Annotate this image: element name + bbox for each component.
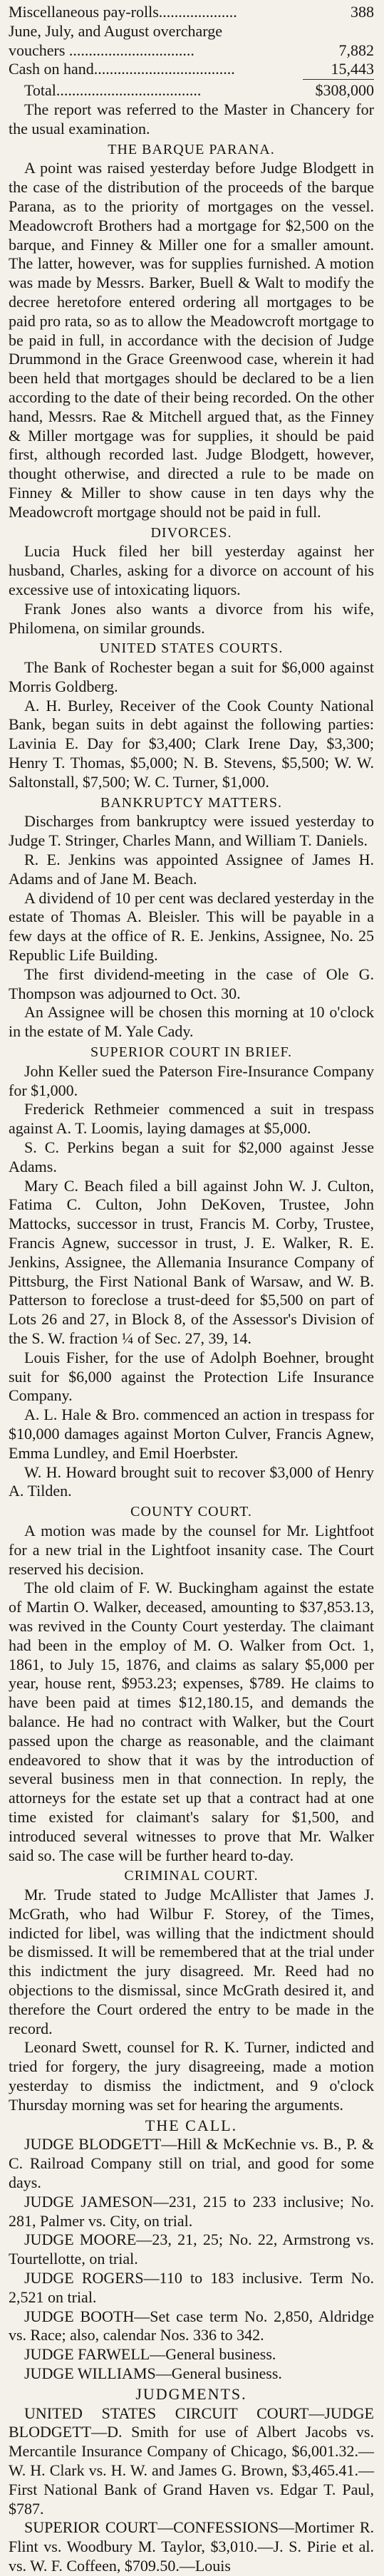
article-paragraph: The Bank of Rochester began a suit for $6,000 against Morris Goldberg. — [9, 658, 374, 695]
section-heading: DIVORCES. — [150, 524, 232, 541]
call-heading: THE CALL. — [145, 2116, 238, 2134]
financial-line-label: Cash on hand.................................... — [9, 60, 235, 78]
section-heading: BANKRUPTCY MATTERS. — [100, 794, 282, 811]
judgments-list — [9, 2404, 374, 2576]
financial-line-amount: 15,443 — [331, 60, 374, 78]
financial-line — [9, 41, 374, 61]
article-paragraph: A. H. Burley, Receiver of the Cook County National Bank, began suits in debt against the following parties: Lavinia E. Day for $3,400; Clark Irene Day, $3,300; Henry T. Thomas, $5,000; N. B. Stevens, $5,500; W. W. Saltonstall, $7,500; W. C. Turner, $1,000. — [9, 696, 374, 791]
article-section — [9, 1866, 374, 2114]
article-paragraph: Frank Jones also wants a divorce from his wife, Philomena, on similar grounds. — [9, 599, 374, 637]
financial-summary — [9, 3, 374, 100]
financial-line — [9, 22, 374, 41]
call-entry: JUDGE WILLIAMS—General business. — [24, 2364, 282, 2383]
article-paragraph: Frederick Rethmeier commenced a suit in trespass against A. T. Loomis, laying damages at $5,000. — [9, 1100, 374, 1138]
article-paragraph: Louis Fisher, for the use of Adolph Boehner, brought suit for $6,000 against the Protection Life Insurance Company. — [9, 1348, 374, 1405]
article-paragraph: The old claim of F. W. Buckingham against the estate of Martin O. Walker, deceased, amounting to $37,853.13, was revived in the County Court yesterday. The claimant had been in the employ of M. O. Walker from Oct. 1, 1861, to July 15, 1876, and claims as salary $5,000 per year, house rent, $953.23; expenses, $789. He claims to have been paid at times $12,180.15, and demands the balance. He had no contract with Walker, but the Court passed upon the charge as reasonable, and the claimant endeavored to show that it was by the introduction of several business men in that connection. In reply, the attorneys for the estate set up that a contract had at one time existed for claimant's salary for $1,500, and introduced several witnesses to prove that Mr. Walker said so. The case will be further heard to-day. — [9, 1579, 374, 1864]
article-section — [9, 1502, 374, 1865]
article-section — [9, 140, 374, 522]
article-sections — [9, 140, 374, 2115]
article-paragraph: Mr. Trude stated to Judge McAllister that James J. McGrath, who had Wilbur F. Storey, of the Times, indicted for libel, was willing that the indictment should be dismissed. It will be remembered that at the trial under this indictment the jury disagreed. Mr. Reed had no objections to the dismissal, since McGrath desired it, and therefore the Court ordered the entry to be made in the record. — [9, 1886, 374, 2037]
total-label: Total..................................... — [24, 81, 202, 100]
article-paragraph: Lucia Huck filed her bill yesterday against her husband, Charles, asking for a divorce on account of his excessive use of intoxicating liquors. — [9, 542, 374, 598]
financial-line-label: vouchers ................................ — [9, 41, 194, 59]
call-entry: JUDGE BLODGETT—Hill & McKechnie vs. B., P. & C. Railroad Company still on trial, and good for some days. — [9, 2135, 374, 2192]
total-amount: $308,000 — [315, 81, 374, 100]
call-entry: JUDGE BOOTH—Set case term No. 2,850, Aldridge vs. Race; also, calendar Nos. 336 to 342. — [9, 2307, 374, 2344]
article-paragraph: A point was raised yesterday before Judge Blodgett in the case of the distribution of the proceeds of the barque Parana, as to the priority of mortgages on the vessel. Meadowcroft Brothers had a mortgage for $2,500 on the barque, and Finney & Miller one for a smaller amount. The latter, however, was for supplies furnished. A motion was made by Messrs. Barker, Buell & Walt to modify the decree heretofore entered ordering all mortgages to be paid pro rata, so as to allow the Meadowcroft mortgage to be paid in full, in accordance with the decision of Judge Drummond in the Grace Greenwood case, wherein it had been held that mortgages should be declared to be a lien according to the date of their being recorded. On the other hand, Messrs. Rae & Mitchell argued that, as the Finney & Miller mortgage was for supplies, it should be paid first, although recorded last. Judge Blodgett, however, thought otherwise, and directed a rule to be made on Finney & Miller to show cause in ten days why the Meadowcroft mortgage should not be paid in full. — [9, 159, 374, 521]
financial-line — [9, 60, 374, 79]
total-line — [24, 81, 374, 100]
financial-line — [9, 3, 374, 22]
call-entry: JUDGE ROGERS—110 to 183 inclusive. Term No. 2,521 on trial. — [9, 2269, 374, 2306]
article-paragraph: S. C. Perkins began a suit for $2,000 against Jesse Adams. — [9, 1138, 374, 1175]
section-heading: THE BARQUE PARANA. — [108, 141, 275, 157]
call-entry: JUDGE JAMESON—231, 215 to 233 inclusive; No. 281, Palmer vs. City, on trial. — [9, 2192, 374, 2230]
article-section — [9, 524, 374, 638]
article-paragraph: W. H. Howard brought suit to recover $3,000 of Henry A. Tilden. — [9, 1463, 374, 1500]
article-section — [9, 794, 374, 1042]
judgment-entry: SUPERIOR COURT—CONFESSIONS—Mortimer R. Flint vs. Woodbury M. Taylor, $3,010.—J. S. Pirie et al. vs. W. F. Coffeen, $709.50.—Louis — [9, 2518, 374, 2575]
article-section — [9, 1043, 374, 1501]
call-entry: JUDGE FARWELL—General business. — [24, 2345, 276, 2364]
financial-line-label: Miscellaneous pay-rolls.................... — [9, 3, 237, 21]
article-paragraph: An Assignee will be chosen this morning at 10 o'clock in the estate of M. Yale Cady. — [9, 1003, 374, 1041]
article-paragraph: A. L. Hale & Bro. commenced an action in trespass for $10,000 damages against Morton Culver, Francis Agnew, Emma Lundley, and Emil Hoerbster. — [9, 1406, 374, 1462]
financial-line-label: June, July, and August overcharge — [9, 21, 222, 40]
section-heading: UNITED STATES COURTS. — [99, 640, 284, 657]
article-paragraph: R. E. Jenkins was appointed Assignee of James H. Adams and of Jane M. Beach. — [9, 851, 374, 888]
article-paragraph: Discharges from bankruptcy were issued yesterday to Judge T. Stringer, Charles Mann, and William T. Daniels. — [9, 812, 374, 850]
article-paragraph: A dividend of 10 per cent was declared yesterday in the estate of Thomas A. Bleisler. This will be payable in a few days at the office of R. E. Jenkins, Assignee, No. 25 Republic Life Building. — [9, 888, 374, 965]
judgments-heading: JUDGMENTS. — [135, 2384, 247, 2403]
article-paragraph: John Keller sued the Paterson Fire-Insurance Company for $1,000. — [9, 1061, 374, 1099]
article-paragraph: A motion was made by the counsel for Mr. Lightfoot for a new trial in the Lightfoot insanity case. The Court reserved his decision. — [9, 1521, 374, 1578]
section-heading: SUPERIOR COURT IN BRIEF. — [90, 1044, 293, 1061]
financial-line-amount: 388 — [351, 3, 374, 21]
article-section — [9, 639, 374, 791]
financial-line-amount: 7,882 — [338, 41, 374, 59]
section-heading: CRIMINAL COURT. — [124, 1868, 259, 1884]
total-rule — [303, 79, 374, 80]
article-paragraph: Mary C. Beach filed a bill against John W. J. Culton, Fatima C. Culton, John DeKoven, Trustee, John Mattocks, successor in trust, Francis M. Corby, Trustee, Francis Agnew, successor in trust, J. E. Walker, R. E. Jenkins, Assignee, the Allemania Insurance Company of Pittsburg, the First National Bank of Warsaw, and W. B. Patterson to foreclose a trust-deed for $5,500 on part of Lots 26 and 27, in Block 8, of the Assessor's Division of the S. W. fraction ¼ of Sec. 27, 39, 14. — [9, 1176, 374, 1347]
intro-paragraph: The report was referred to the Master in Chancery for the usual examination. — [9, 100, 374, 137]
judgment-entry: UNITED STATES CIRCUIT COURT—JUDGE BLODGETT—D. Smith for use of Albert Jacobs vs. Mercantile Insurance Company of Chicago, $6,001.32.—W. H. Clark vs. H. W. and James G. Brown, $3,465.41.—First National Bank of Grand Haven vs. Edgar T. Paul, $787. — [9, 2404, 374, 2518]
article-paragraph: Leonard Swett, counsel for R. K. Turner, indicted and tried for forgery, the jury disagreeing, made a motion yesterday to dismiss the indictment, and 9 o'clock Thursday morning was set for hearing the arguments. — [9, 2038, 374, 2114]
call-list — [9, 2135, 374, 2383]
call-entry: JUDGE MOORE—23, 21, 25; No. 22, Armstrong vs. Tourtellotte, on trial. — [9, 2230, 374, 2268]
section-heading: COUNTY COURT. — [130, 1504, 252, 1520]
article-paragraph: The first dividend-meeting in the case of Ole G. Thompson was adjourned to Oct. 30. — [9, 965, 374, 1002]
